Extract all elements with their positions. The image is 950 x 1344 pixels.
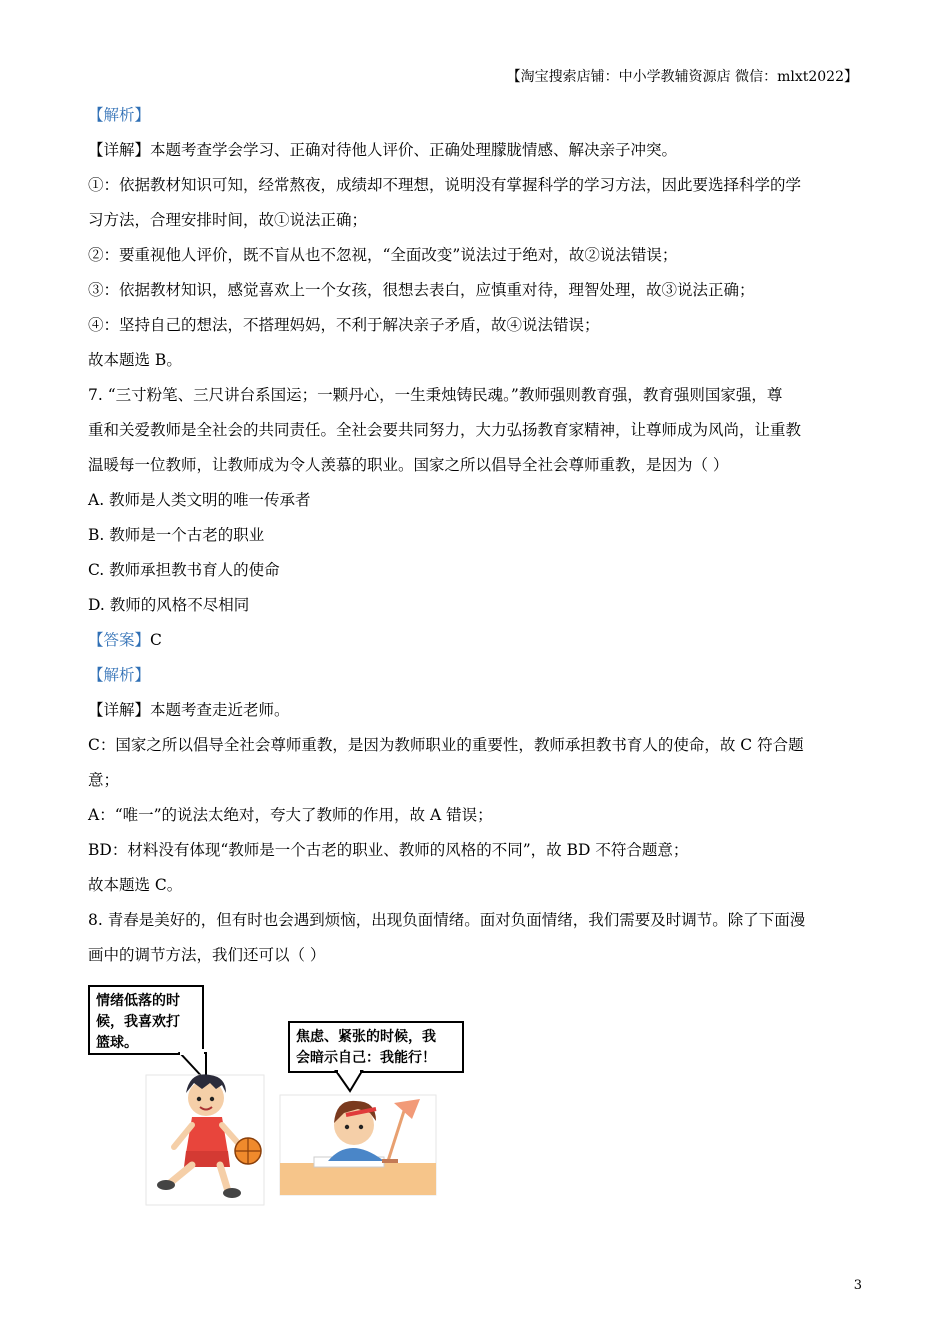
text-line: C：国家之所以倡导全社会尊师重教，是因为教师职业的重要性，教师承担教书育人的使命，故 C 符合题: [88, 736, 804, 754]
text-line: C. 教师承担教书育人的使命: [88, 561, 280, 579]
bubble-right-line: 会暗示自己：我能行！: [296, 1050, 436, 1066]
bubble-right-tail: [336, 1071, 362, 1091]
text-line: 【详解】本题考查学会学习、正确对待他人评价、正确处理朦胧情感、解决亲子冲突。: [88, 141, 678, 159]
desk: [280, 1163, 436, 1195]
page-number: 3: [853, 1278, 862, 1293]
bubble-left-line: 情绪低落的时: [96, 993, 180, 1009]
basketball-boy: [157, 1074, 261, 1198]
section-label: 【解析】: [88, 666, 151, 684]
studying-boy: [280, 1099, 436, 1195]
text-line: A：“唯一”的说法太绝对，夸大了教师的作用，故 A 错误；: [88, 806, 493, 824]
lamp-arm: [388, 1111, 404, 1161]
lamp-shade: [394, 1099, 420, 1119]
answer-label: 【答案】: [88, 631, 151, 649]
text-line: 故本题选 C。: [88, 876, 183, 894]
comic-illustration: [88, 985, 488, 1210]
text-line: ③：依据教材知识，感觉喜欢上一个女孩，很想去表白，应慎重对待，理智处理，故③说法正确；: [88, 281, 755, 299]
text-line: 8. 青春是美好的，但有时也会遇到烦恼，出现负面情绪。面对负面情绪，我们需要及时调节。除了下面漫: [88, 911, 806, 929]
text-line: 【详解】本题考查走近老师。: [88, 701, 290, 719]
text-line: ②：要重视他人评价，既不盲从也不忽视，“全面改变”说法过于绝对，故②说法错误；: [88, 246, 678, 264]
text-line: [88, 658, 860, 693]
boy-shirt: [328, 1148, 384, 1161]
text-line: B. 教师是一个古老的职业: [88, 526, 265, 544]
answer-value: C: [150, 631, 162, 649]
text-line: [88, 623, 860, 658]
text-line: [88, 98, 860, 133]
text-line: 重和关爱教师是全社会的共同责任。全社会要共同努力，大力弘扬教育家精神，让尊师成为风尚，让重教: [88, 421, 802, 439]
text-line: 温暖每一位教师，让教师成为令人羡慕的职业。国家之所以倡导全社会尊师重教，是因为（ ）: [88, 456, 729, 474]
header-note: 【淘宝搜索店铺：中小学教辅资源店 微信：mlxt2022】: [506, 69, 858, 85]
bubble-left-line: 候，我喜欢打: [96, 1014, 180, 1030]
text-line: 习方法，合理安排时间，故①说法正确；: [88, 211, 368, 229]
section-label: 【解析】: [88, 106, 151, 124]
bubble-left-line: 篮球。: [96, 1035, 138, 1051]
bubble-right-line: 焦虑、紧张的时候，我: [296, 1029, 436, 1045]
text-line: 意；: [88, 771, 120, 789]
text-line: 7. “三寸粉笔、三尺讲台系国运；一颗丹心，一生秉烛铸民魂。”教师强则教育强，教育强则国家强，尊: [88, 386, 783, 404]
text-line: BD：材料没有体现“教师是一个古老的职业、教师的风格的不同”，故 BD 不符合题意；: [88, 841, 689, 859]
document-body: [88, 98, 860, 973]
text-line: ①：依据教材知识可知，经常熬夜，成绩却不理想，说明没有掌握科学的学习方法，因此要选择科学的学: [88, 176, 802, 194]
bubble-right-tail-mask: [338, 1067, 360, 1073]
lamp-base: [382, 1159, 398, 1163]
text-line: 画中的调节方法，我们还可以（ ）: [88, 946, 326, 964]
text-line: D. 教师的风格不尽相同: [88, 596, 250, 614]
text-line: A. 教师是人类文明的唯一传承者: [88, 491, 311, 509]
text-line: 故本题选 B。: [88, 351, 182, 369]
text-line: ④：坚持自己的想法，不搭理妈妈，不利于解决亲子矛盾，故④说法错误；: [88, 316, 600, 334]
comic-drawing: [88, 985, 488, 1210]
bubble-left-tail-mask: [180, 1049, 204, 1055]
